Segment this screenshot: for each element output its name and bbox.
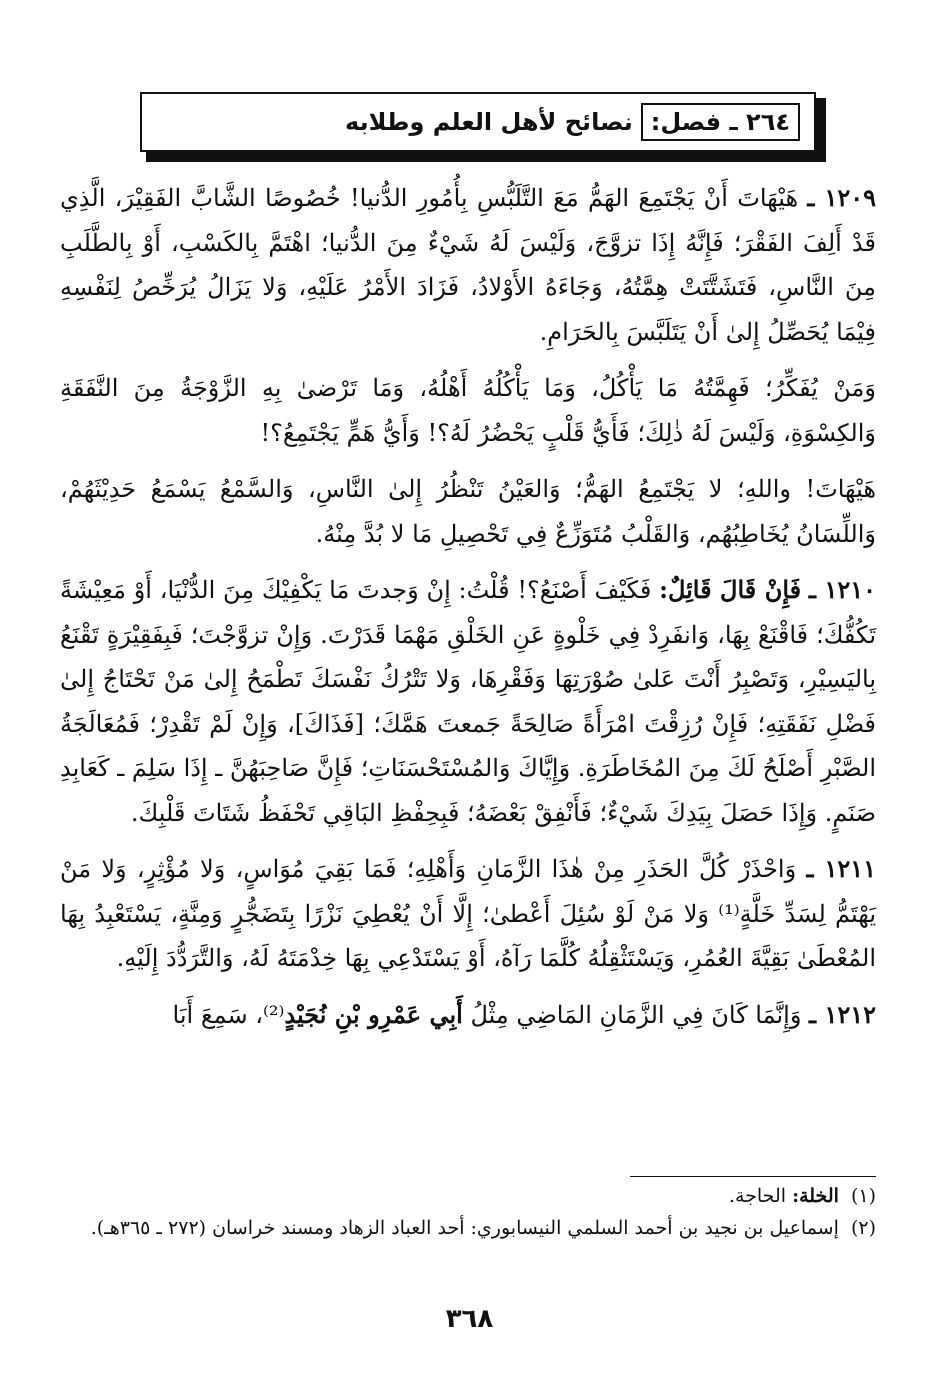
section-title: نصائح لأهل العلم وطلابه [345,108,633,136]
paragraph-text: هَيْهَاتَ أَنْ يَجْتَمِعَ الهَمُّ مَعَ التَّلَبُّسِ بِأُمُورِ الدُّنيا! خُصُوصًا الشَّابَّ الفَقِيْرَ، الَّذِي قَدْ أَلِفَ الفَقْرَ؛ فَإِنَّهُ إِذَا تزوَّجَ، وَلَيْسَ لَهُ شَيْءٌ مِنَ الدُّنيا؛ اهْتَمَّ بِالكَسْبِ، أَوْ بِالطَّلَبِ مِنَ النَّاسِ، فَتَشَتَّتَتْ هِمَّتُهُ، وَجَاءَهُ الأَوْلادُ، فَزَادَ الأَمْرُ عَلَيْهِ، وَلا يَزَالُ يُرَخِّصُ لِنَفْسِهِ فِيْمَا يُحَصِّلُ إِلىٰ أَنْ يَتَلَبَّسَ بِالحَرَامِ. [60,184,876,346]
paragraph-number: ١٢١٠ ـ [808,575,876,604]
footnote-separator [630,1176,876,1177]
paragraph-1211 [60,847,876,981]
paragraph-number: ١٢٠٩ ـ [807,183,876,212]
paragraph-1209 [60,176,876,354]
paragraph-text: وَمَنْ يُفَكِّرُ؛ فَهِمَّتُهُ مَا يَأْكُلُ، وَمَا يَأْكُلُهُ أَهْلُهُ، وَمَا تَرْضىٰ بِهِ الزَّوْجَةُ مِنَ النَّفَقَةِ وَالكِسْوَةِ، وَلَيْسَ لَهُ ذٰلِكَ؛ فَأَيُّ قَلْبٍ يَحْضُرُ لَهُ؟! وَأَيُّ هَمٍّ يَجْتَمِعُ؟! [60,374,876,447]
section-number: ٢٦٤ ـ فصل: [641,103,800,141]
body-text [60,176,876,1049]
paragraph-text: وَإِنَّمَا كَانَ فِي الزَّمَانِ المَاضِي مِثْلُ [470,1000,802,1029]
footnotes [60,1182,876,1246]
paragraph-text: فَكَيْفَ أَصْنَعُ؟! قُلْتُ: إِنْ وَجدتَ مَا يَكْفِيْكَ مِنَ الدُّنْيَا، أَوْ مَعِيْشَةً تَكُفُّكَ؛ فَاقْنَعْ بِهَا، وَانفَرِدْ فِي خَلْوةٍ عَنِ الخَلْقِ مَهْمَا قَدَرْتَ. وَإِنْ تزوَّجْتَ؛ فَبِفَقِيْرَةٍ تَقْنَعُ بِاليَسِيْرِ، وَتَصْبِرُ أَنْتَ عَلىٰ صُوْرَتِهَا وَفَقْرِهَا، وَلا تَتْرُكُ نَفْسَكَ تَطْمَحُ إِلىٰ مَنْ تَحْتَاجُ إِلىٰ فَضْلِ نَفَقَتِهِ؛ فَإِنْ رُزِقْتَ امْرَأَةً صَالِحَةً جَمعتَ هَمَّكَ؛ [فَذَاكَ]، وَإِنْ لَمْ تَقْدِرْ؛ فَمُعَالَجَةُ الصَّبْرِ أَصْلَحُ لَكَ مِنَ المُخَاطَرَةِ. وَإِيَّاكَ وَالمُسْتَحْسَنَاتِ؛ فَإِنَّ صَاحِبَهُنَّ ـ إِذَا سَلِمَ ـ كَعَابِدِ صَنَمٍ. وَإِذَا حَصَلَ بِيَدِكَ شَيْءٌ؛ فَأَنْفِقْ بَعْضَهُ؛ فَبِحِفْظِ البَاقِي تَحْفَظُ شَتَاتَ قَلْبِكَ. [60,576,877,827]
paragraph-text: وَاحْذَرْ كُلَّ الحَذَرِ مِنْ هٰذَا الزَّمَانِ وَأَهْلِهِ؛ فَمَا بَقِيَ مُوَاسٍ، وَلا مُؤْثِرٍ، وَلا مَنْ يَهْتَمُّ لِسَدِّ خَلَّةٍ⁽¹⁾ وَلا مَنْ لَوْ سُئِلَ أَعْطىٰ؛ إِلَّا أَنْ يُعْطِيَ نَزْرًا بِتَضَجُّرٍ وَمِنَّةٍ، يَسْتَعْبِدُ بِهَا المُعْطَىٰ بَقِيَّةَ العُمُرِ، وَيَسْتَثْقِلُهُ كُلَّمَا رَآهُ، أَوْ يَسْتَدْعِي بِهَا خِدْمَتَهُ لَهُ، وَالتَّرَدُّدَ إِلَيْهِ. [60,855,877,972]
footnote-term: الخلة: [792,1185,839,1207]
paragraph-continuation-2 [60,467,876,556]
footnote-text: إسماعيل بن نجيد بن أحمد السلمي النيسابوري: أحد العباد الزهاد ومسند خراسان (٢٧٢ ـ ٣٦٥هـ). [90,1217,839,1239]
page-number: ٣٦٨ [445,1304,494,1334]
paragraph-text-end: ⁽²⁾، سَمِعَ أَبَا [172,1000,285,1029]
paragraph-1210 [60,568,876,835]
footnote-number: (١) [850,1185,876,1207]
paragraph-text: هَيْهَاتَ! واللهِ؛ لا يَجْتَمِعُ الهَمُّ؛ وَالعَيْنُ تَنْظُرُ إِلىٰ النَّاسِ، وَالسَّمْعُ يَسْمَعُ حَدِيْثَهُمْ، وَاللِّسَانُ يُخَاطِبُهُم، وَالقَلْبُ مُتَوَزِّعٌ فِي تَحْصِيلِ مَا لا بُدَّ مِنْهُ. [60,475,876,548]
footnote-text: الحاجة. [728,1185,787,1207]
person-name: أَبِي عَمْرِو بْنِ نُجَيْدٍ [284,999,463,1029]
footnote-1 [60,1182,876,1210]
paragraph-number: ١٢١١ ـ [806,854,877,883]
paragraph-1212 [60,993,876,1038]
paragraph-number: ١٢١٢ ـ [809,999,876,1029]
header-box [140,92,816,152]
footnote-number: (٢) [850,1217,876,1239]
paragraph-lead: فَإِنْ قَالَ قَائِلٌ: [659,575,802,604]
paragraph-continuation-1 [60,366,876,455]
footnote-2 [60,1214,876,1242]
section-header [140,92,826,162]
